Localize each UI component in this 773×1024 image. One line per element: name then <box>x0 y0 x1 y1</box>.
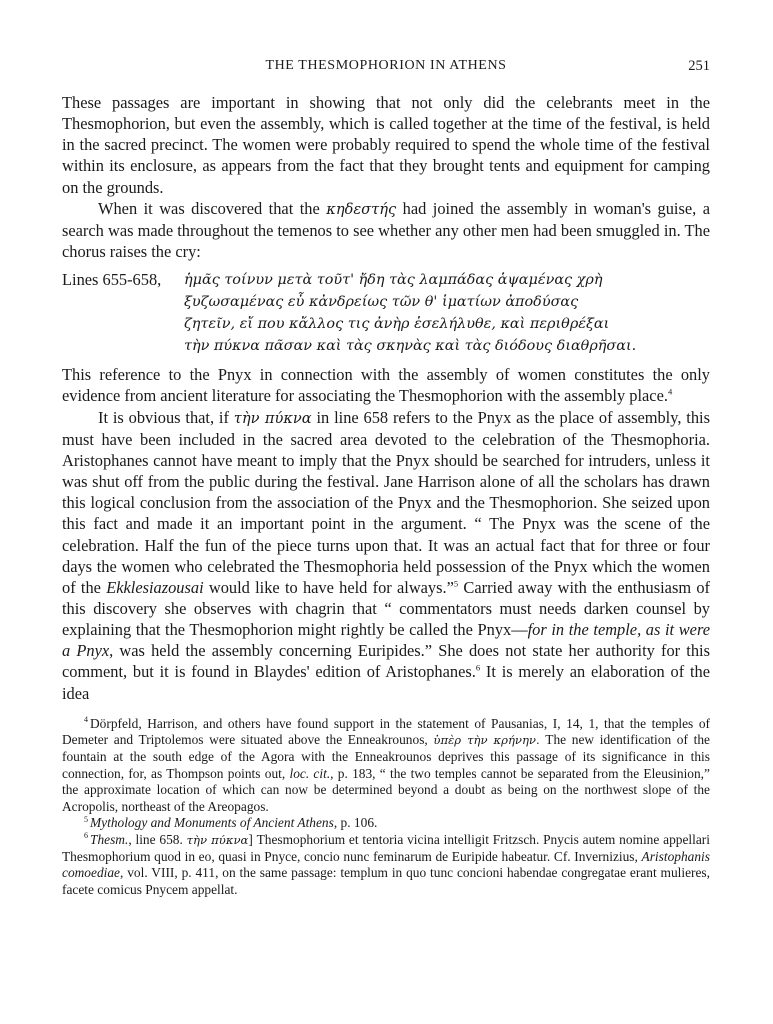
greek-ten-pykna-footnote: τὴν πύκνα <box>186 832 249 847</box>
paragraph-2-text-a: When it was discovered that the <box>98 198 320 218</box>
footnote-5-number: 5 <box>84 814 88 824</box>
paragraph-3 <box>62 364 710 406</box>
greek-kedestes: κηδεστής <box>326 200 397 218</box>
quotation-lines <box>184 269 710 357</box>
footnote-4-text-c: , p. 183, “ the two temples cannot be separated from the Eleusinion,” the approximate location of which can now be determined beyond a doubt as being on the northwest slope of the Acropolis, northeast of the Areopagos. <box>62 765 710 814</box>
quotation-reference: Lines 655-658, <box>62 270 162 290</box>
footnote-6-thesm: Thesm. <box>90 831 129 847</box>
paragraph-2-text-b: had joined the assembly in woman's guise, a search was made throughout the temenos to see whether any other men had been smuggled in. The chorus raises the cry: <box>62 198 710 262</box>
quotation-line-657: ζητεῖν, εἴ που κἄλλος τις ἀνὴρ ἐσελήλυθε, καὶ περιθρέξαι <box>184 316 610 333</box>
greek-quotation <box>62 269 710 357</box>
footnote-6-text-a: , line 658. <box>128 831 183 847</box>
footnote-6-text-c: , vol. VIII, p. 411, on the same passage: templum in quo tunc concioni habendae congregatae erant mulieres, facete comicus Pnycem appellat. <box>62 865 710 897</box>
quotation-line-658: τὴν πύκνα πᾶσαν καὶ τὰς σκηνὰς καὶ τὰς διόδους διαθρῆσαι. <box>184 338 637 355</box>
footnote-4-text-a: Dörpfeld, Harrison, and others have found support in the statement of Pausanias, I, 14, 1, that the temples of Demeter and Triptolemos were situated above the Enneakrounos, <box>62 715 710 748</box>
paragraph-4-text-d: Carried away with the enthusiasm of this discovery she observes with chagrin that “ commentators must needs darken counsel by explaining that the Thesmophorion might rightly be called the Pnyx— <box>62 577 710 640</box>
footnote-6-title: Aristophanis comoediae <box>62 848 710 881</box>
footnote-6 <box>62 832 710 898</box>
footnote-5 <box>62 815 710 832</box>
title-ekklesiazousai: Ekklesiazousai <box>106 577 204 597</box>
paragraph-4-text-e: was held the assembly concerning Euripides.” She does not state her authority for this comment, but it is found in Blaydes' edition of Aristophanes. <box>62 641 710 682</box>
paragraph-3-text: This reference to the Pnyx in connection with the assembly of women constitutes the only evidence from ancient literature for associating the Thesmophorion with the assembly place. <box>62 365 710 406</box>
footnote-4 <box>62 716 710 816</box>
page-number: 251 <box>688 58 710 74</box>
paragraph-4 <box>62 407 710 704</box>
greek-ten-pykna: τὴν πύκνα <box>233 409 312 427</box>
italic-phrase-pnyx: for in the temple, as it were a Pnyx, <box>62 620 710 661</box>
paragraph-4-text-c: would like to have held for always.” <box>208 577 454 597</box>
body-text <box>62 92 710 704</box>
quotation-line-656: ξυζωσαμένας εὖ κἀνδρείως τῶν θ' ἱματίων ἀποδύσας <box>184 294 579 311</box>
footnote-6-text-b: ] Thesmophorium et tentoria vicina intelligit Fritzsch. Pnycis autem nomine appellari Thesmophorium quod in eo, quasi in Pnyce, concio nunc feminarum de Euripide habeatur. Cf. Invernizius, <box>62 831 710 864</box>
footnote-4-number: 4 <box>84 715 88 725</box>
footnote-ref-4: 4 <box>667 386 673 397</box>
running-title: THE THESMOPHORION IN ATHENS <box>265 58 507 73</box>
footnote-5-text: , p. 106. <box>333 815 378 831</box>
paragraph-4-text-b: in line 658 refers to the Pnyx as the place of assembly, this must have been included in the sacred area devoted to the celebration of the Thesmophoria. Aristophanes cannot have meant to imply that the Pnyx should be searched for intruders, unless it was shut off from the public during the festival. Jane Harrison alone of all the scholars has drawn this logical conclusion from the association of the Pnyx and the Thesmophorion. She seized upon this fact and made it an important point in the argument. “ The Pnyx was the scene of the celebration. Half the fun of the piece turns upon that. It was an actual fact that for three or four days the women who celebrated the Thesmophoria held possession of the Pnyx which the women of the <box>62 407 710 597</box>
footnote-4-text-b: The new identification of the fountain at the south edge of the Agora with the Enneakrounos deprives this passage of its significance in this connection, for, as Thompson points out, <box>62 732 710 781</box>
footnote-4-loc-cit: loc. cit. <box>289 765 331 781</box>
book-page <box>62 58 710 898</box>
greek-hyper-ten-krenen: ὑπὲρ τὴν κρήνην. <box>433 733 540 748</box>
paragraph-2 <box>62 198 710 262</box>
paragraph-4-text-f: It is merely an elaboration of the idea <box>62 662 710 703</box>
paragraph-1: These passages are important in showing that not only did the celebrants meet in the Thesmophorion, but even the assembly, which is called together at the time of the festival, is held in the sacred precinct. The women were probably required to spend the whole time of the festival within its enclosure, as appears from the fact that they brought tents and equipment for camping on the grounds. <box>62 93 710 197</box>
footnote-5-title: Mythology and Monuments of Ancient Athens <box>90 815 334 831</box>
running-head <box>62 58 710 78</box>
footnote-ref-6: 6 <box>475 662 481 673</box>
footnotes <box>62 716 710 899</box>
paragraph-4-text-a: It is obvious that, if <box>98 407 229 427</box>
footnote-ref-5: 5 <box>453 578 459 589</box>
quotation-line-655: ἡμᾶς τοίνυν μετὰ τοῦτ' ἤδη τὰς λαμπάδας ἁψαμένας χρὴ <box>184 272 603 289</box>
footnote-6-number: 6 <box>84 831 88 841</box>
